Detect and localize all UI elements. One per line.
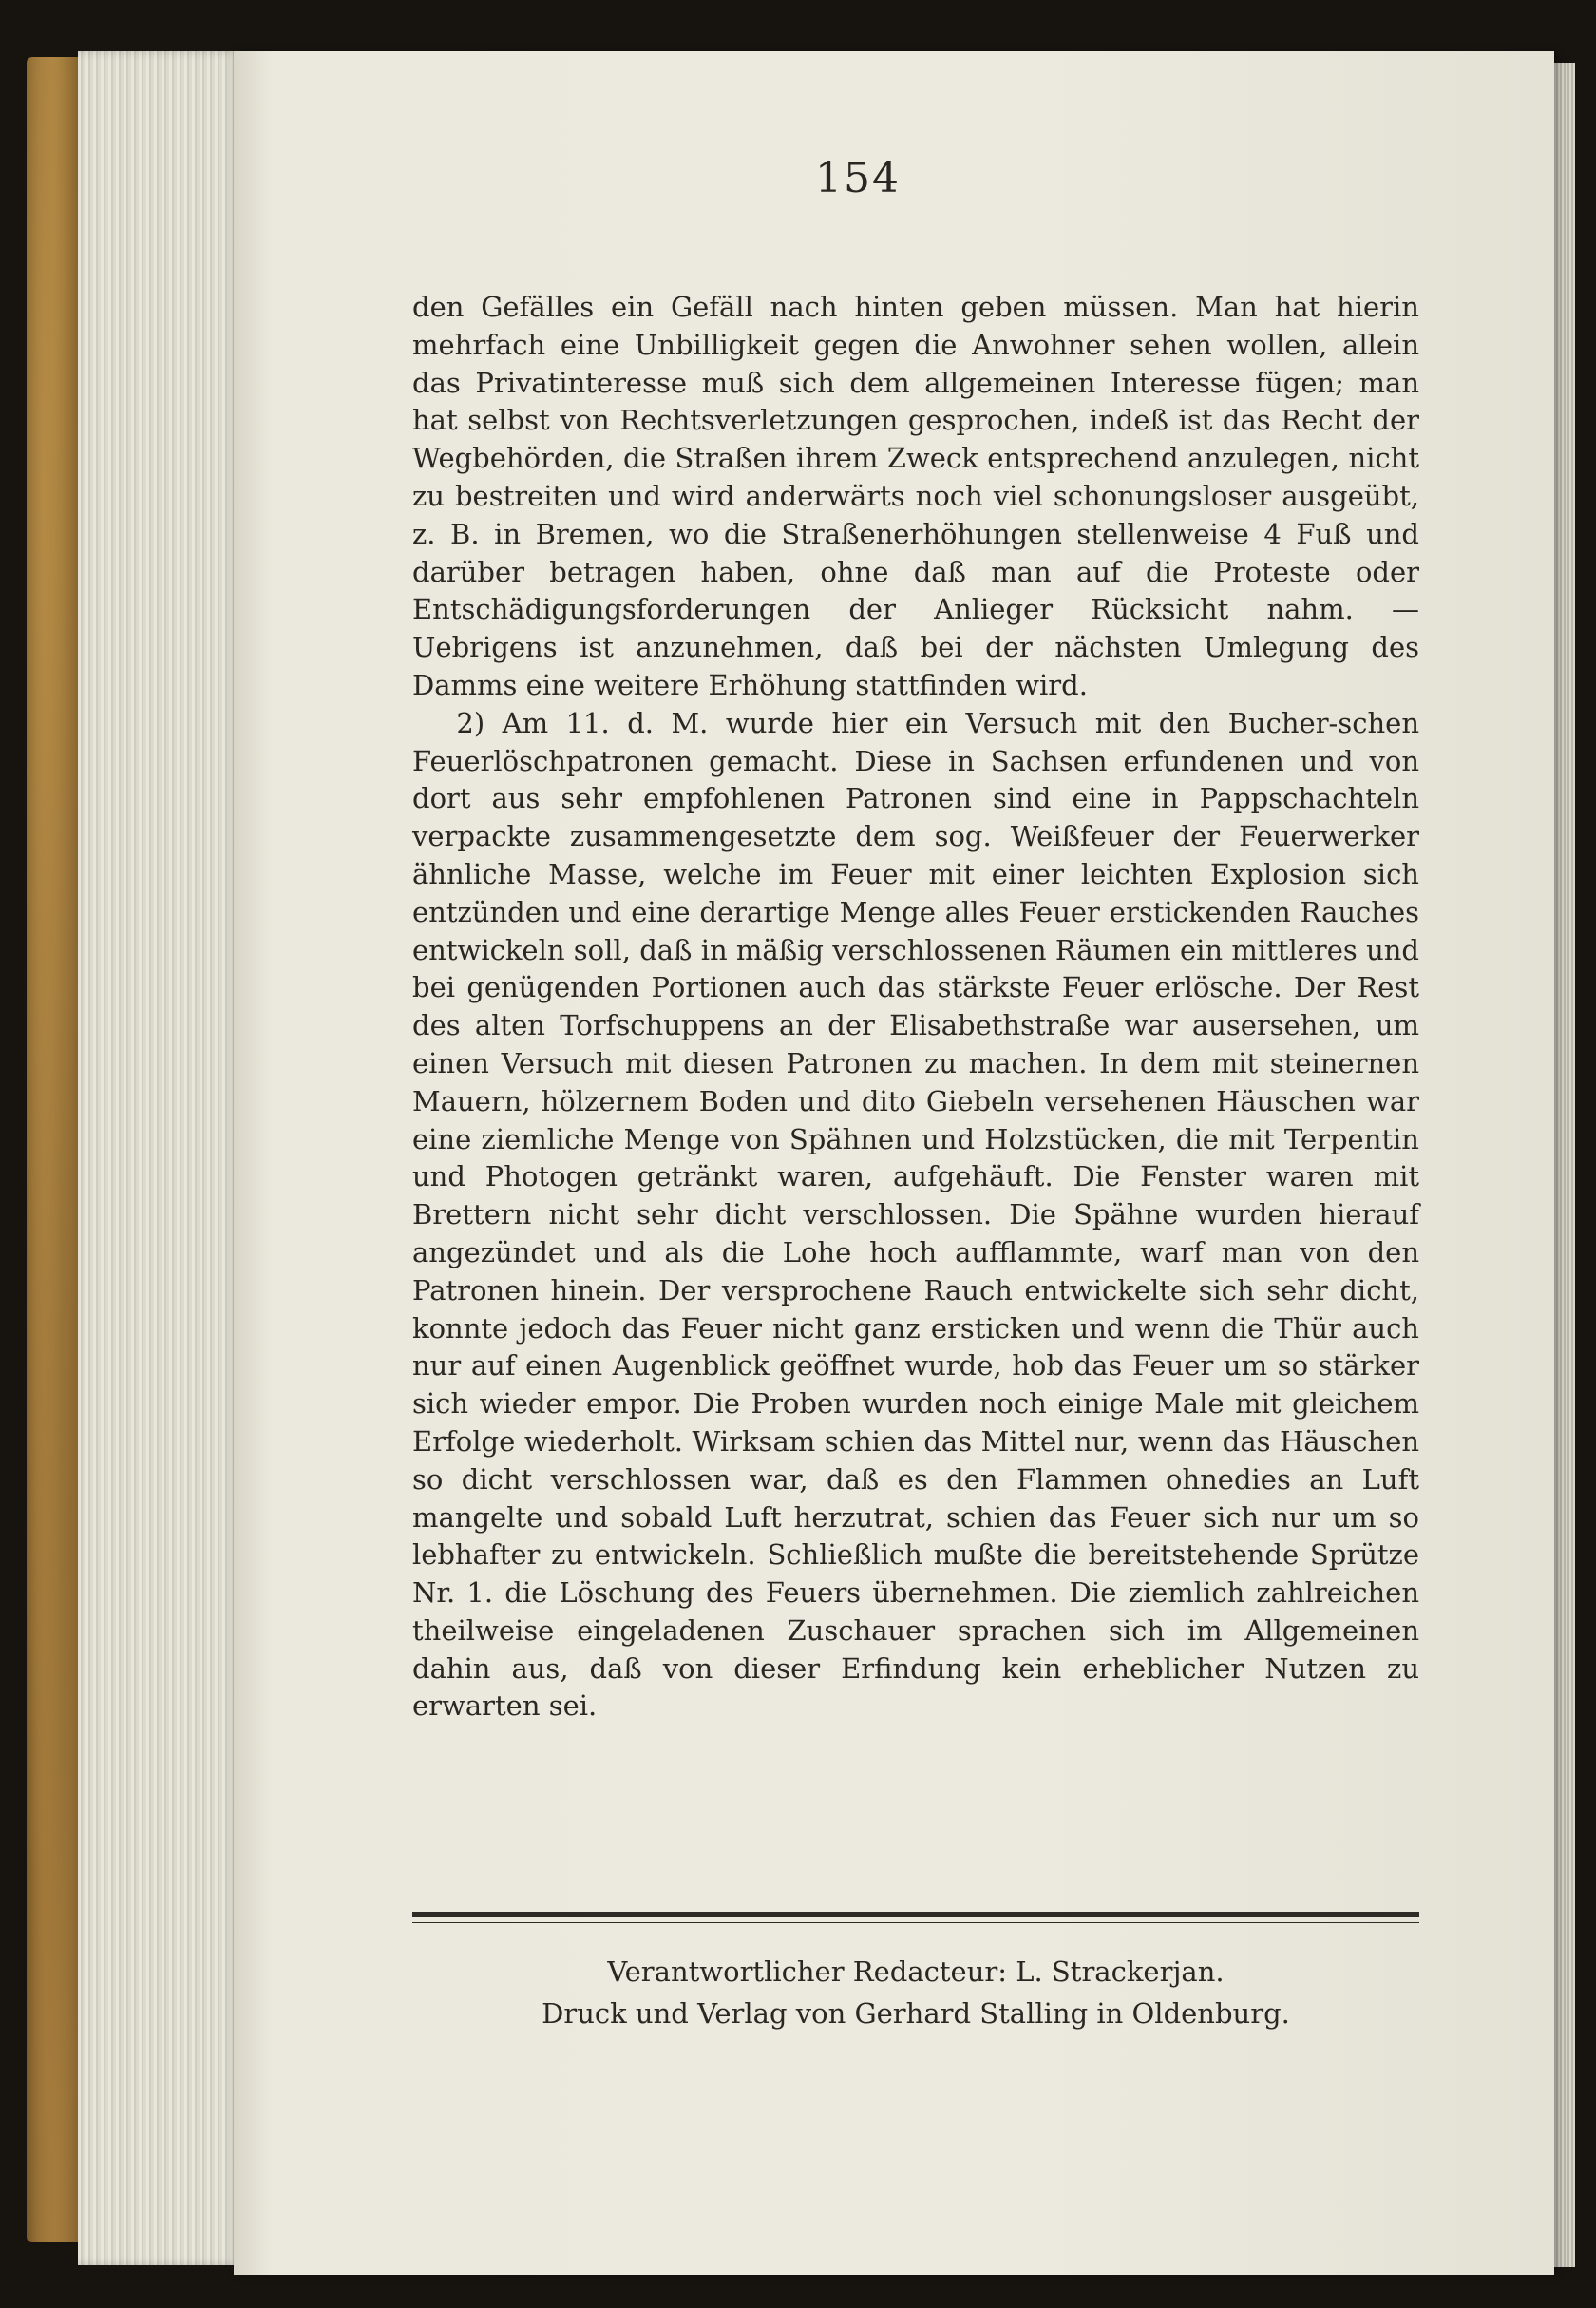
double-rule-thick bbox=[412, 1912, 1419, 1917]
page-edges-left bbox=[78, 51, 239, 2265]
page-edges-right bbox=[1554, 63, 1575, 2267]
page-number: 154 bbox=[815, 154, 901, 202]
editor-line: Verantwortlicher Redacteur: L. Strackerjan. bbox=[607, 1955, 1225, 1988]
book-page bbox=[234, 51, 1554, 2275]
paragraph-continuation: den Gefälles ein Gefäll nach hinten geben müssen. Man hat hierin mehrfach eine Unbilligkeit gegen die Anwohner sehen wollen, allein das Privatinteresse muß sich dem allgemeinen Interesse fügen; man hat selbst von Rechtsverletzungen gesprochen, indeß ist das Recht der Wegbehörden, die Straßen ihrem Zweck entsprechend anzulegen, nicht zu bestreiten und wird anderwärts noch viel schonungsloser ausgeübt, z. B. in Bremen, wo die Straßenerhöhungen stellenweise 4 Fuß und darüber betragen haben, ohne daß man auf die Proteste oder Entschädigungsforderungen der Anlieger Rücksicht nahm. — Uebrigens ist anzunehmen, daß bei der nächsten Umlegung des Damms eine weitere Erhöhung stattfinden wird. bbox=[412, 291, 1419, 701]
paragraph-fire-cartridges: 2) Am 11. d. M. wurde hier ein Versuch mit den Bucher-schen Feuerlöschpatronen gemacht. Diese in Sachsen erfundenen und von dort aus sehr empfohlenen Patronen sind eine in Pappschachteln verpackte zusammengesetzte dem sog. Weißfeuer der Feuerwerker ähnliche Masse, welche im Feuer mit einer leichten Explosion sich entzünden und eine derartige Menge alles Feuer erstickenden Rauches entwickeln soll, daß in mäßig verschlossenen Räumen ein mittleres und bei genügenden Portionen auch das stärkste Feuer erlösche. Der Rest des alten Torfschuppens an der Elisabethstraße war ausersehen, um einen Versuch mit diesen Patronen zu machen. In dem mit steinernen Mauern, hölzernem Boden und dito Giebeln versehenen Häuschen war eine ziemliche Menge von Spähnen und Holzstücken, die mit Terpentin und Photogen getränkt waren, aufgehäuft. Die Fenster waren mit Brettern nicht sehr dicht verschlossen. Die Spähne wurden hierauf angezündet und als die Lohe hoch aufflammte, warf man von den Patronen hinein. Der versprochene Rauch entwickelte sich sehr dicht, konnte jedoch das Feuer nicht ganz ersticken und wenn die Thür auch nur auf einen Augenblick geöffnet wurde, hob das Feuer um so stärker sich wieder empor. Die Proben wurden noch einige Male mit gleichem Erfolge wiederholt. Wirksam schien das Mittel nur, wenn das Häuschen so dicht verschlossen war, daß es den Flammen ohnedies an Luft mangelte und sobald Luft herzutrat, schien das Feuer sich nur um so lebhafter zu entwickeln. Schließlich mußte die bereitstehende Sprütze Nr. 1. die Löschung des Feuers übernehmen. Die ziemlich zahlreichen theilweise eingeladenen Zuschauer sprachen sich im Allgemeinen dahin aus, daß von dieser Erfindung kein erheblicher Nutzen zu erwarten sei. bbox=[412, 706, 1419, 1723]
printer-line: Druck und Verlag von Gerhard Stalling in Oldenburg. bbox=[542, 1997, 1290, 2030]
book-spine bbox=[27, 57, 86, 2242]
double-rule-thin bbox=[412, 1922, 1419, 1923]
article-text bbox=[412, 289, 1419, 1726]
